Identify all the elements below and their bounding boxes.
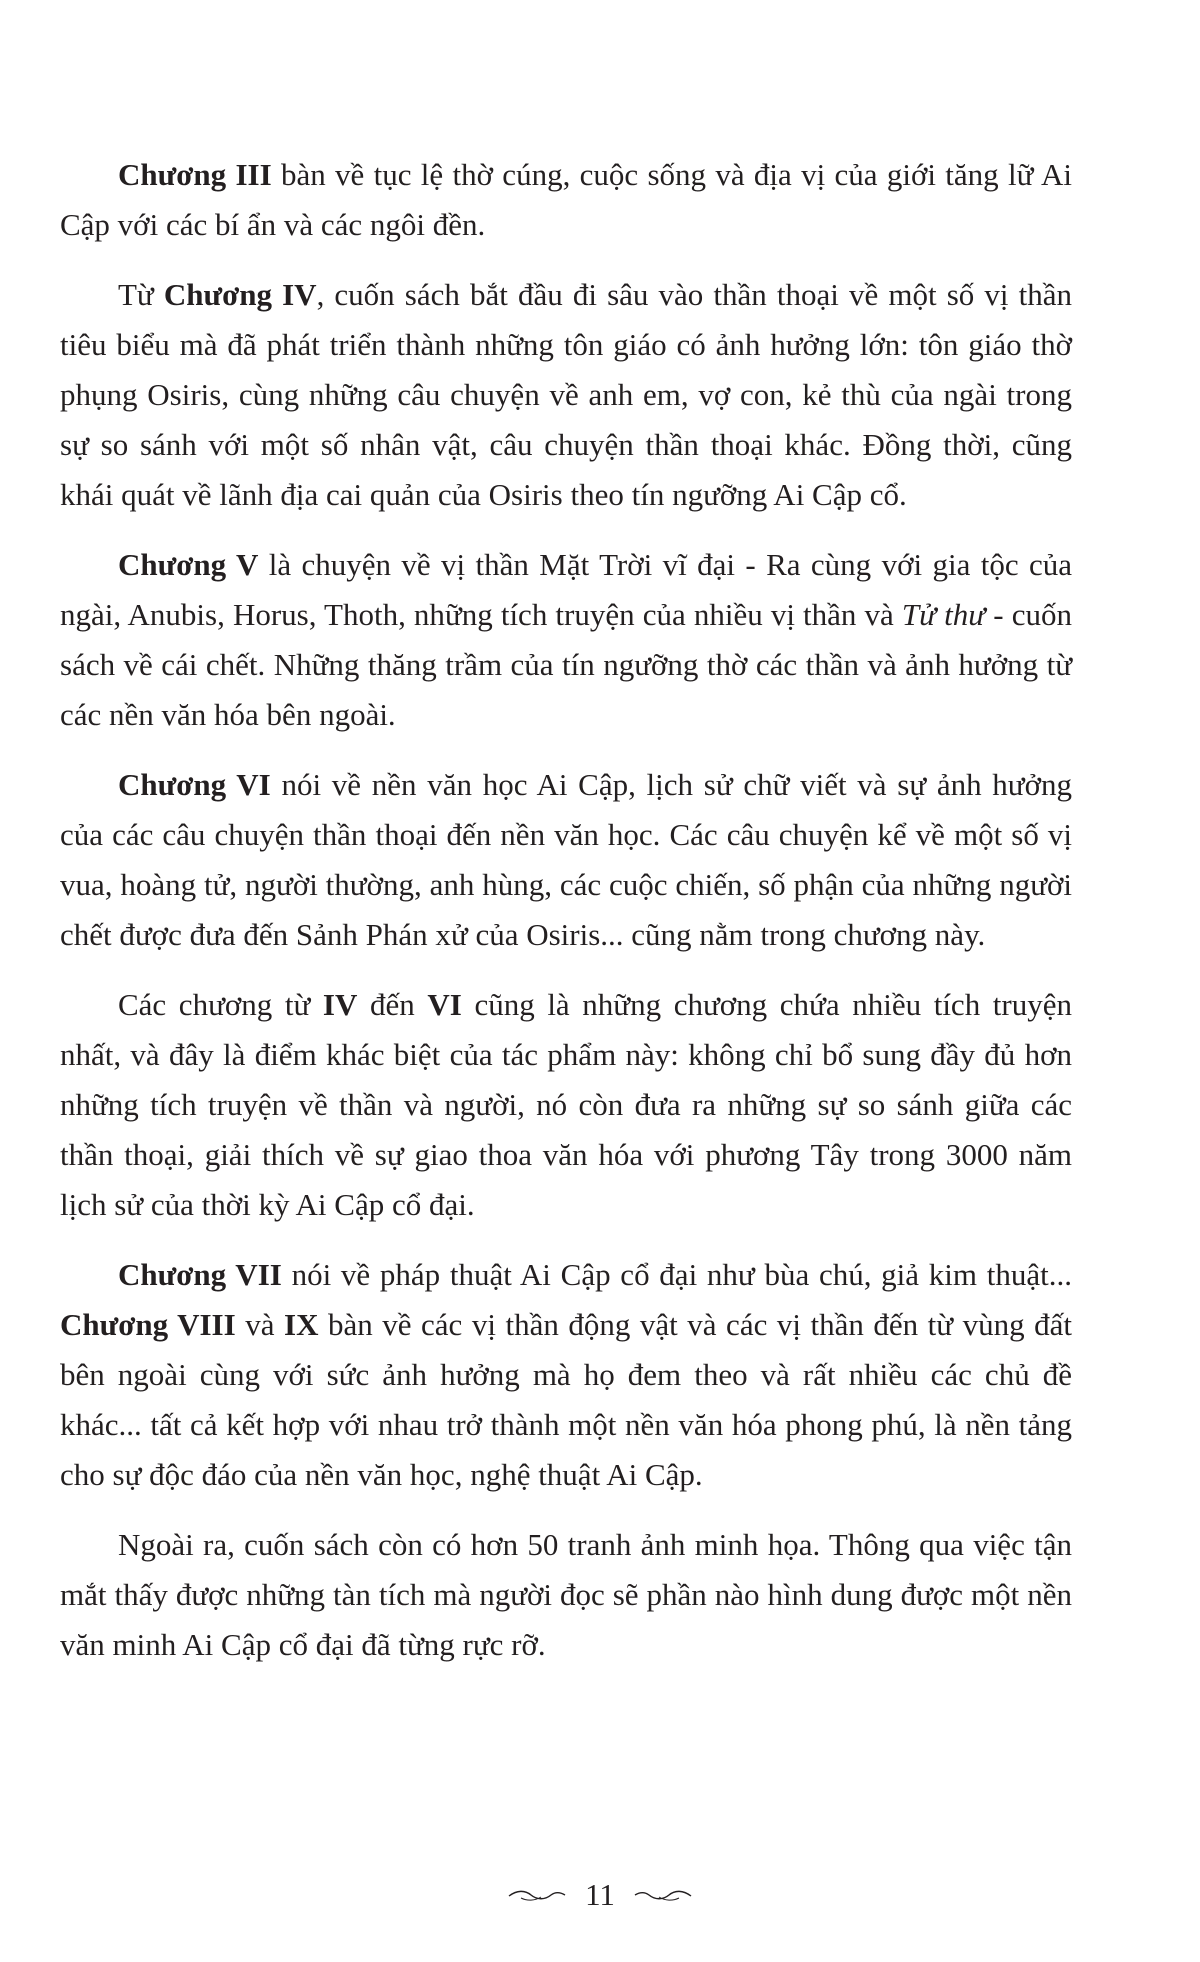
text-run: là chuyện về vị thần Mặt Trời vĩ đại - Ra cùng với gia tộc của ngài, Anubis, Horus, Thoth, những tích truyện của nhiều vị thần và (60, 547, 1072, 632)
paragraph (60, 540, 1072, 740)
chapter-reference: Chương VII (118, 1257, 282, 1292)
chapter-reference: Chương IV (163, 277, 317, 312)
paragraph (60, 1520, 1072, 1670)
body-text (60, 150, 1072, 1690)
chapter-reference: VI (427, 987, 462, 1022)
text-run: và (235, 1307, 284, 1342)
flourish-left-icon (507, 1887, 567, 1903)
text-run: Các chương từ (118, 987, 323, 1022)
text-run: bàn về các vị thần động vật và các vị thần đến từ vùng đất bên ngoài cùng với sức ảnh hưởng mà họ đem theo và rất nhiều các chủ đề khác... tất cả kết hợp với nhau trở thành một nền văn hóa phong phú, là nền tảng cho sự độc đáo của nền văn học, nghệ thuật Ai Cập. (60, 1307, 1072, 1492)
page-footer (0, 1870, 1200, 1920)
page-number: 11 (585, 1877, 615, 1912)
text-run: Ngoài ra, cuốn sách còn có hơn 50 tranh ảnh minh họa. Thông qua việc tận mắt thấy được những tàn tích mà người đọc sẽ phần nào hình dung được một nền văn minh Ai Cập cổ đại đã từng rực rỡ. (60, 1527, 1072, 1662)
flourish-right-icon (633, 1887, 693, 1903)
chapter-reference: Chương VI (118, 767, 271, 802)
paragraph (60, 760, 1072, 960)
text-run: cũng là những chương chứa nhiều tích truyện nhất, và đây là điểm khác biệt của tác phẩm này: không chỉ bổ sung đầy đủ hơn những tích truyện về thần và người, nó còn đưa ra những sự so sánh giữa các thần thoại, giải thích về sự giao thoa văn hóa với phương Tây trong 3000 năm lịch sử của thời kỳ Ai Cập cổ đại. (60, 987, 1073, 1222)
paragraph (60, 1250, 1072, 1500)
chapter-reference: Chương V (118, 547, 259, 582)
text-run: , cuốn sách bắt đầu đi sâu vào thần thoại về một số vị thần tiêu biểu mà đã phát triển thành những tôn giáo có ảnh hưởng lớn: tôn giáo thờ phụng Osiris, cùng những câu chuyện về anh em, vợ con, kẻ thù của ngài trong sự so sánh với một số nhân vật, câu chuyện thần thoại khác. Đồng thời, cũng khái quát về lãnh địa cai quản của Osiris theo tín ngưỡng Ai Cập cổ. (60, 277, 1072, 512)
text-run: Từ (118, 277, 164, 312)
book-title: Tử thư (901, 597, 986, 632)
text-run: đến (357, 987, 428, 1022)
text-run: bàn về tục lệ thờ cúng, cuộc sống và địa vị của giới tăng lữ Ai Cập với các bí ẩn và các ngôi đền. (60, 157, 1072, 242)
text-run: - cuốn sách về cái chết. Những thăng trầm của tín ngưỡng thờ các thần và ảnh hưởng từ các nền văn hóa bên ngoài. (60, 597, 1072, 732)
chapter-reference: IX (284, 1307, 319, 1342)
chapter-reference: Chương VIII (60, 1307, 236, 1342)
text-run: nói về nền văn học Ai Cập, lịch sử chữ viết và sự ảnh hưởng của các câu chuyện thần thoại đến nền văn học. Các câu chuyện kể về một số vị vua, hoàng tử, người thường, anh hùng, các cuộc chiến, số phận của những người chết được đưa đến Sảnh Phán xử của Osiris... cũng nằm trong chương này. (60, 767, 1073, 952)
text-run: nói về pháp thuật Ai Cập cổ đại như bùa chú, giả kim thuật... (281, 1257, 1072, 1292)
paragraph (60, 270, 1072, 520)
paragraph (60, 980, 1072, 1230)
paragraph (60, 150, 1072, 250)
chapter-reference: Chương III (118, 157, 272, 192)
chapter-reference: IV (322, 987, 358, 1022)
